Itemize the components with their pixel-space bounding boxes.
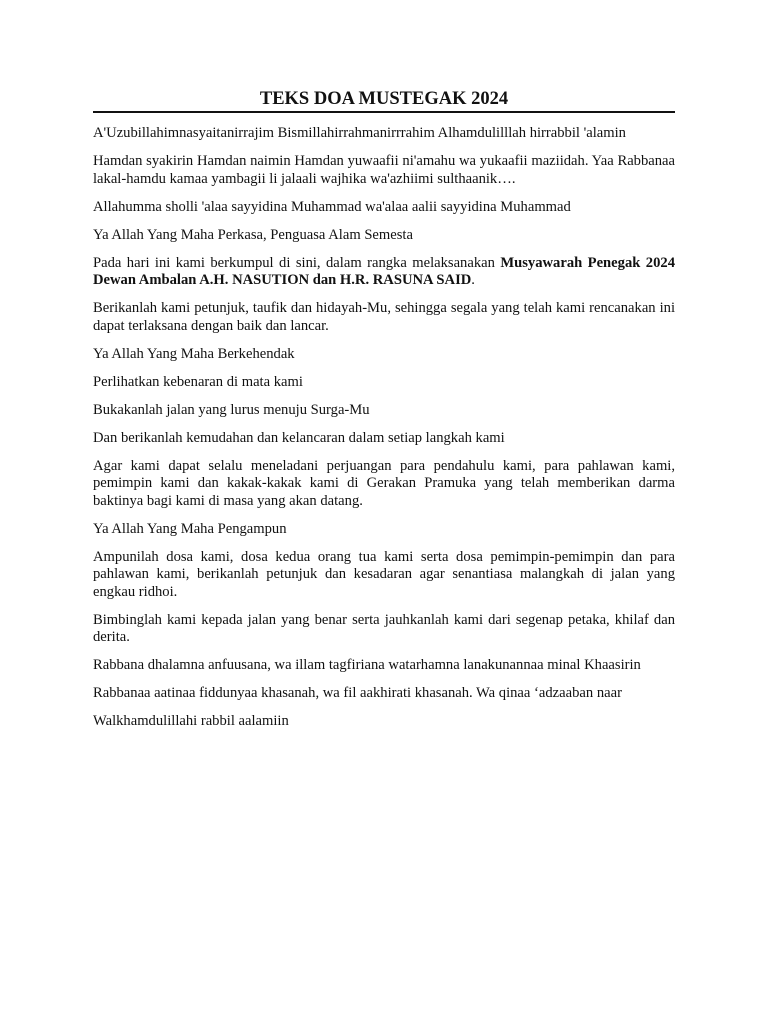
paragraph-jalan-lurus: Bukakanlah jalan yang lurus menuju Surga-Mu bbox=[93, 401, 370, 418]
paragraph-maha-berkehendak: Ya Allah Yang Maha Berkehendak bbox=[93, 345, 295, 362]
paragraph-rabbana-dhalamna: Rabbana dhalamna anfuusana, wa illam tagfiriana watarhamna lanakunannaa minal Khaasirin bbox=[93, 657, 641, 673]
document-body bbox=[93, 125, 675, 731]
paragraph-sholawat: Allahumma sholli 'alaa sayyidina Muhammad wa'alaa aalii sayyidina Muhammad bbox=[93, 198, 571, 215]
paragraph-event-end: . bbox=[471, 272, 475, 288]
paragraph-rabbana-aatina: Rabbanaa aatinaa fiddunyaa khasanah, wa fil aakhirati khasanah. Wa qinaa ‘adzaaban naar bbox=[93, 685, 622, 701]
paragraph-meneladani: Agar kami dapat selalu meneladani perjuangan para pendahulu kami, para pahlawan kami, pemimpin kami dan kakak-kakak kami di Gerakan Pramuka yang telah memberikan darma baktinya bagi kami di masa yang akan datang. bbox=[93, 457, 675, 509]
paragraph-maha-perkasa: Ya Allah Yang Maha Perkasa, Penguasa Alam Semesta bbox=[93, 226, 413, 243]
paragraph-maha-pengampun: Ya Allah Yang Maha Pengampun bbox=[93, 520, 287, 537]
paragraph-event bbox=[93, 255, 675, 290]
paragraph-kebenaran: Perlihatkan kebenaran di mata kami bbox=[93, 373, 303, 390]
paragraph-hamdan: Hamdan syakirin Hamdan naimin Hamdan yuwaafii ni'amahu wa yukaafii maziidah. Yaa Rabbanaa lakal-hamdu kamaa yambagii li jalaali wajhika wa'azhiimi sulthaanik…. bbox=[93, 153, 675, 187]
paragraph-event-name: Musyawarah Penegak 2024 Dewan Ambalan A.H. NASUTION dan H.R. RASUNA SAID bbox=[93, 254, 675, 288]
document-page bbox=[93, 88, 675, 741]
paragraph-kemudahan: Dan berikanlah kemudahan dan kelancaran dalam setiap langkah kami bbox=[93, 429, 505, 446]
document-title: TEKS DOA MUSTEGAK 2024 bbox=[93, 88, 675, 113]
paragraph-petunjuk: Berikanlah kami petunjuk, taufik dan hidayah-Mu, sehingga segala yang telah kami rencanakan ini dapat terlaksana dengan baik dan lancar. bbox=[93, 300, 675, 334]
paragraph-ampunilah: Ampunilah dosa kami, dosa kedua orang tua kami serta dosa pemimpin-pemimpin dan para pahlawan kami, berikanlah petunjuk dan kesadaran agar senantiasa malangkah di jalan yang engkau ridhoi. bbox=[93, 548, 675, 600]
paragraph-taawudz: A'Uzubillahimnasyaitanirrajim Bismillahirrahmanirrrahim Alhamdulilllah hirrabbil 'alamin bbox=[93, 125, 626, 141]
paragraph-bimbinglah: Bimbinglah kami kepada jalan yang benar serta jauhkanlah kami dari segenap petaka, khilaf dan derita. bbox=[93, 611, 675, 645]
paragraph-closing: Walkhamdulillahi rabbil aalamiin bbox=[93, 713, 289, 729]
paragraph-event-lead: Pada hari ini kami berkumpul di sini, dalam rangka melaksanakan bbox=[93, 254, 501, 271]
